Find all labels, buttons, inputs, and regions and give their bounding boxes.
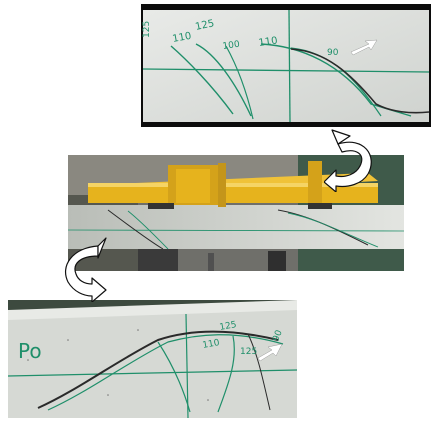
curved-arrow-icon [58, 236, 108, 302]
crack-label: 110 [201, 338, 221, 351]
top-beam-crack-photo [141, 4, 431, 127]
crack-label: 125 [240, 347, 258, 357]
side-label: 125 [142, 20, 152, 38]
curved-arrow-icon [324, 126, 380, 192]
crack-label: 90 [327, 48, 339, 58]
crack-label: 100 [222, 39, 241, 52]
crack-label: 125 [194, 18, 216, 33]
crack-label: 90 [271, 328, 285, 344]
crack-label: 125 [218, 320, 238, 333]
crack-label: 110 [257, 35, 279, 49]
specimen-label: Po [18, 339, 42, 363]
crack-label: 110 [171, 30, 193, 45]
bottom-beam-crack-photo [8, 300, 297, 418]
